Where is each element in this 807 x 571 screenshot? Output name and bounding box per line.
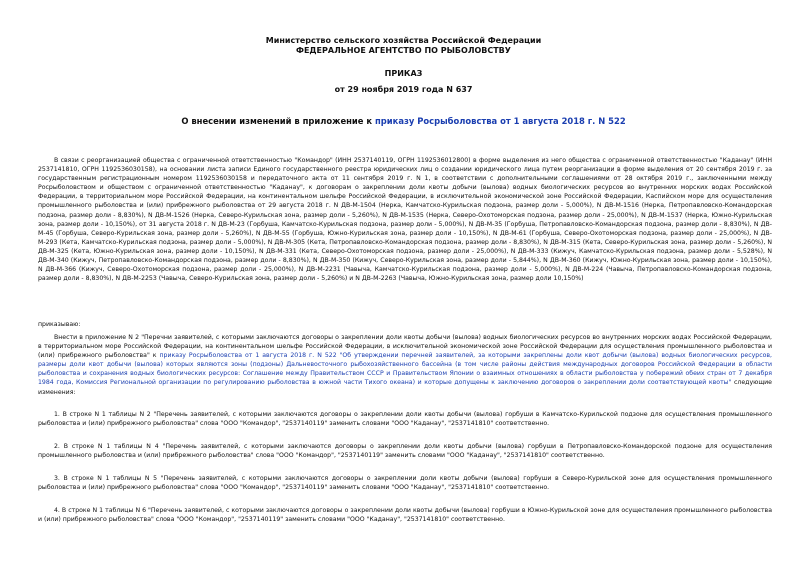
preamble-paragraph <box>38 333 772 403</box>
preamble-text: Внести в приложение N 2 "Перечни заявителей, с которыми заключаются договоры о закреплении доли квоты добычи (вылова) водных биологических ресурсов во внутренних морских водах Российской Федерации, в территориальном море Российской Федерации, на континентальном шельфе Российской Федерации, в исключительной экономической зоне Российской Федерации для осуществления промышленного рыболовства и (или) прибрежного рыболовства" к <box>38 334 772 360</box>
doc-type: ПРИКАЗ <box>384 69 423 78</box>
doc-date-number: от 29 ноября 2019 года N 637 <box>334 85 473 94</box>
item-4-text: 4. В строке N 1 таблицы N 6 "Перечень заявителей, с которыми заключаются договоры о закреплении доли квоты добычи (вылова) горбуши в Южно-Курильской зоне для осуществления промышленного рыболовства и (или) прибрежного рыболовства" слова "ООО "Командор", "2537140119" заменить словами "ООО "Каданау", "2537141810" соответственно. <box>38 507 772 524</box>
item-3 <box>38 474 772 494</box>
doc-subject <box>0 116 807 126</box>
item-2-text: 2. В строке N 1 таблицы N 4 "Перечень заявителей, с которыми заключаются договоры о закреплении доли квоты добычи (вылова) горбуши в Петропавловско-Командорской подзоне для осуществления промышленного рыболовства и (или) прибрежного рыболовства" слова "ООО "Командор", "2537140119" заменить словами "ООО "Каданау", "2537141810" соответственно. <box>38 443 772 460</box>
item-1-text: 1. В строке N 1 таблицы N 2 "Перечень заявителей, с которыми заключаются договоры о закреплении доли квоты добычи (вылова) горбуши в Камчатско-Курильской подзоне для осуществления промышленного рыболовства и (или) прибрежного рыболовства" слова "ООО "Командор", "2537140119" заменить словами "ООО "Каданау", "2537141810" соответственно. <box>38 411 772 428</box>
item-2 <box>38 442 772 462</box>
agency-title: ФЕДЕРАЛЬНОЕ АГЕНТСТВО ПО РЫБОЛОВСТВУ <box>296 46 511 55</box>
intro-text: В связи с реорганизацией общества с ограниченной ответственностью "Командор" (ИНН 2537140119, ОГРН 1192536012800) в форме выделения из него общества с ограниченной ответственностью "Каданау" (ИНН 2537141810, ОГРН 1192536030158), на основании листа записи Единого государственного реестра юридических лиц о создании юридического лица путем реорганизации в форме выделения от 20 сентября 2019 г. за государственным регистрационным номером 1192536030158 и передаточного акта от 11 сентября 2019 г. N 1, в соответствии с дополнительными соглашениями от 28 октября 2019 г., заключенными между Росрыболовством и обществом с ограниченной ответственностью "Каданау", к договорам о закреплении доли квоты добычи (вылова) водных биологических ресурсов во внутренних морских водах Российской Федерации, в территориальном море Российской Федерации, на континентальном шельфе Российской Федерации, в исключительной экономической зоне Российской Федерации, Каспийском море для осуществления промышленного рыболовства и (или) прибрежного рыболовства от 29 августа 2018 г. N ДВ-М-1504 (Нерка, Камчатско-Курильская подзона, размер доли - 5,000%), N ДВ-М-1516 (Нерка, Петропавловско-Командорская подзона, размер доли - 8,830%), N ДВ-М-1526 (Нерка, Северо-Курильская зона, размер доли - 5,260%), N ДВ-М-1535 (Нерка, Северо-Охотоморская подзона, размер доли - 25,000%), N ДВ-М-1537 (Нерка, Южно-Курильская зона, размер доли - 10,150%), от 31 августа 2018 г. N ДВ-М-23 (Горбуша, Камчатско-Курильская подзона, размер доли - 5,000%), N ДВ-М-35 (Горбуша, Петропавловско-Командорская подзона, размер доли - 8,830%), N ДВ-М-45 (Горбуша, Северо-Курильская зона, размер доли - 5,260%), N ДВ-М-55 (Горбуша, Южно-Курильская зона, размер доли - 10,150%), N ДВ-М-61 (Горбуша, Северо-Охотоморская подзона, размер доли - 25,000%), N ДВ-М-293 (Кета, Камчатско-Курильская подзона, размер доли - 5,000%), N ДВ-М-305 (Кета, Петропавловско-Командорская подзона, размер доли - 8,830%), N ДВ-М-315 (Кета, Северо-Курильская зона, размер доли - 5,260%), N ДВ-М-325 (Кета, Южно-Курильская зона, размер доли - 10,150%), N ДВ-М-331 (Кета, Северо-Охотоморская подзона, размер доли - 25,000%), N ДВ-М-333 (Кижуч, Камчатско-Курильская подзона, размер доли - 5,528%), N ДВ-М-340 (Кижуч, Петропавловско-Командорская подзона, размер доли - 8,830%), N ДВ-М-350 (Кижуч, Северо-Курильская зона, размер доли - 5,844%), N ДВ-М-360 (Кижуч, Южно-Курильская зона, размер доли - 10,150%), N ДВ-М-366 (Кижуч, Северо-Охотоморская подзона, размер доли - 25,000%), N ДВ-М-2231 (Чавыча, Камчатско-Курильская подзона, размер доли - 5,000%), N ДВ-М-224 (Чавыча, Петропавловско-Командорская подзона, размер доли - 8,830%), N ДВ-М-2253 (Чавыча, Северо-Курильская зона, размер доли - 5,260%) и N ДВ-М-2263 (Чавыча, Южно-Курильская зона, размер доли 10,150%) <box>38 157 772 283</box>
intro-paragraph <box>38 156 772 304</box>
item-1 <box>38 410 772 430</box>
order-522-link[interactable]: приказу Росрыболовства от 1 августа 2018 г. N 522 "Об утверждении перечней заявителей, за которыми закреплены доли квот добычи (вылова) водных биологических ресурсов, размеры доли квот добычи (вылова) которых являются зоны (подзоны) Дальневосточного рыбохозяйственного бассейна (в том числе районы действия международных договоров Российской Федерации в области рыболовства и сохранения водных биологических ресурсов: Соглашение между Правительством СССР и Правительством Японии о взаимных отношениях в области рыболовства у побережий обеих стран от 7 декабря 1984 года, Комиссия Региональной организации по регулированию рыболовства в южной части Тихого океана) и которые допущены к заключению договоров о закреплении доли соответствующей квоты" <box>38 352 772 387</box>
item-3-text: 3. В строке N 1 таблицы N 5 "Перечень заявителей, с которыми заключаются договоры о закреплении доли квоты добычи (вылова) горбуши в Северо-Курильской зоне для осуществления промышленного рыболовства и (или) прибрежного рыболовства" слова "ООО "Командор", "2537140119" заменить словами "ООО "Каданау", "2537141810" соответственно. <box>38 475 772 492</box>
prikazyvayu: приказываю: <box>38 321 81 328</box>
preamble-tail: следующие изменения: <box>38 379 772 396</box>
item-4 <box>38 506 772 526</box>
subject-prefix: О внесении изменений в приложение к <box>181 116 375 126</box>
subject-order-link[interactable]: приказу Росрыболовства от 1 августа 2018 г. N 522 <box>375 116 626 126</box>
ministry-title: Министерство сельского хозяйства Российской Федерации <box>265 36 542 45</box>
